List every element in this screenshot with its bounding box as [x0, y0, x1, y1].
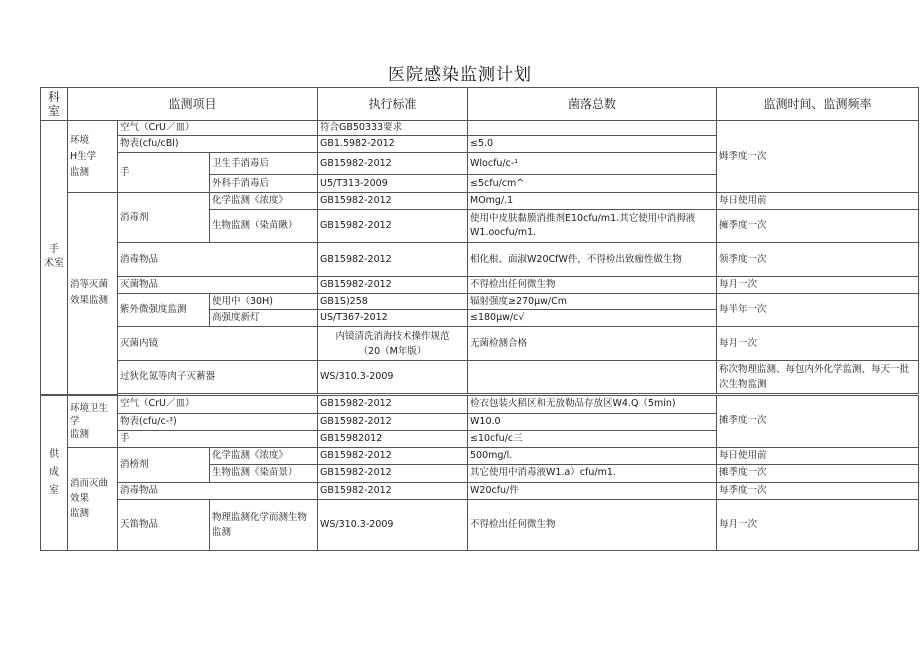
frequency-cell: 每日使用前 [717, 193, 919, 210]
colonies-cell: 其它使用中消毒液W1.a）cfu/m1. [468, 464, 717, 482]
group-sterilization: 消而灭曲 效果 监测 [68, 447, 118, 550]
group-env-hygiene: 环境卫生 学 监测 [68, 395, 118, 447]
colonies-cell: 不得检出任何微生物 [468, 277, 717, 294]
colonies-cell [468, 121, 717, 136]
standard-cell: WS/310.3-2009 [318, 361, 468, 394]
standard-cell: GB15982012 [318, 430, 468, 447]
colonies-cell: 500mg/l. [468, 447, 717, 464]
item-bio-monitor: 生物监测（染苗瞅） [210, 210, 318, 243]
colonies-cell: 辐射强度≥270μw/Cm [468, 294, 717, 310]
standard-cell: GB15982-2012 [318, 395, 468, 413]
frequency-cell: 每月一次 [717, 499, 919, 550]
frequency-cell: 每日使用前 [717, 447, 919, 464]
standard-cell: WS/310.3-2009 [318, 499, 468, 550]
colonies-cell: 不得检出任何微生物 [468, 499, 717, 550]
standard-cell: GB15982-2012 [318, 153, 468, 175]
item-sterilized-items: 天笛物品 [118, 499, 210, 550]
dept-supply-room: 供 成 室 [41, 395, 68, 551]
header-dept: 科 室 [41, 88, 68, 121]
standard-cell: 符合GB50333要求 [318, 121, 468, 136]
colonies-cell: 相化根、面淑W20CfW件，不得检出致痂性做生物 [468, 243, 717, 277]
frequency-cell: 每半年一次 [717, 294, 919, 327]
item-peroxide-sterilizer: 过狄化氮等肉子灭蓄器 [118, 361, 318, 394]
colonies-cell: 检衣包装火稻区和无放勒品存放区W4.Q（5min) [468, 395, 717, 413]
monitoring-plan-table [40, 87, 919, 551]
standard-cell: GB1.5982-2012 [318, 136, 468, 153]
standard-cell: US/T367-2012 [318, 310, 468, 327]
item-chem-monitor: 化学监测《浓度》 [210, 447, 318, 464]
dept-operating-room: 手 术室 [41, 121, 68, 395]
frequency-cell: 摊季度一次 [717, 395, 919, 447]
frequency-cell: 姆季度一次 [717, 121, 919, 193]
standard-cell: GB15982-2012 [318, 243, 468, 277]
frequency-cell: 领季度一次 [717, 243, 919, 277]
standard-cell: GB15982-2012 [318, 464, 468, 482]
item-disinfectant: 消毒剂 [118, 193, 210, 243]
item-hand-surgical: 外科手消毒后 [210, 175, 318, 193]
colonies-cell: 使用中皮肤黏膜消推剂E10cfu/m1.其它使用中消拇液W1.oocfu/m1. [468, 210, 717, 243]
item-hand-hygienic: 卫生手消毒后 [210, 153, 318, 175]
item-surface: 物表(cfu/cBl) [118, 136, 318, 153]
item-hand: 手 [118, 430, 318, 447]
item-sterilized-sub: 物理监测化学而测生物监测 [210, 499, 318, 550]
standard-cell: U5/T313-2009 [318, 175, 468, 193]
standard-cell: GB15982-2012 [318, 447, 468, 464]
colonies-cell: ≤10cfu/c三 [468, 430, 717, 447]
item-surface: 物表(cfu/c-³) [118, 413, 318, 430]
standard-cell: GB15982-2012 [318, 482, 468, 499]
standard-cell: GB15982-2012 [318, 277, 468, 294]
frequency-cell: 每月一次 [717, 327, 919, 361]
header-standard: 执行标准 [318, 88, 468, 121]
colonies-cell: ≤5cfu/cm^ [468, 175, 717, 193]
item-uv-monitor: 紫外微强度监测 [118, 294, 210, 327]
frequency-cell: 每季度一次 [717, 482, 919, 499]
standard-cell: 内镜清洗消海技术操作规范 （20（M年版） [318, 327, 468, 361]
header-frequency: 监测时间、监测频率 [717, 88, 919, 121]
standard-cell: GB1S)258 [318, 294, 468, 310]
standard-cell: GB15982-2012 [318, 193, 468, 210]
group-env-hygiene: 环境 H生学 监测 [68, 121, 118, 193]
colonies-cell: W20cfu/件 [468, 482, 717, 499]
item-bio-monitor: 生物监测《染苗景） [210, 464, 318, 482]
item-uv-in-use: 使用中（30H) [210, 294, 318, 310]
item-air: 空气（CrU／皿） [118, 121, 318, 136]
standard-cell: GB15982-2012 [318, 413, 468, 430]
item-uv-new-lamp: 高强度新灯 [210, 310, 318, 327]
item-disinfected-items: 消毒物品 [118, 243, 318, 277]
item-chem-monitor: 化学监测《浓度》 [210, 193, 318, 210]
item-air: 空气（CrU／皿） [118, 395, 318, 413]
frequency-cell: 摊季度一次 [717, 464, 919, 482]
colonies-cell [468, 361, 717, 394]
frequency-cell: 每月一次 [717, 277, 919, 294]
page-title: 医院感染监测计划 [388, 65, 532, 85]
standard-cell: GB15982-2012 [318, 210, 468, 243]
colonies-cell: ≤5.0 [468, 136, 717, 153]
item-disinfectant: 消榜剂 [118, 447, 210, 482]
item-endoscope: 灭菌内镜 [118, 327, 318, 361]
colonies-cell: 无菌检测合格 [468, 327, 717, 361]
header-item: 监测项目 [68, 88, 318, 121]
frequency-cell: 擁季度一次 [717, 210, 919, 243]
colonies-cell: Wlocfu/c-¹ [468, 153, 717, 175]
colonies-cell: W10.0 [468, 413, 717, 430]
colonies-cell: ≤180μw/c√ [468, 310, 717, 327]
item-disinfected-items: 消毒物品 [118, 482, 318, 499]
item-sterilized-items: 灭菌物品 [118, 277, 318, 294]
colonies-cell: MOmg/.1 [468, 193, 717, 210]
item-hand: 手 [118, 153, 210, 193]
frequency-cell: 称次物理监测、每包内外化学监测、每天一批次生物监测 [717, 361, 919, 394]
header-colonies: 菌落总数 [468, 88, 717, 121]
group-sterilization: 消等灭菌 效果监测 [68, 193, 118, 395]
